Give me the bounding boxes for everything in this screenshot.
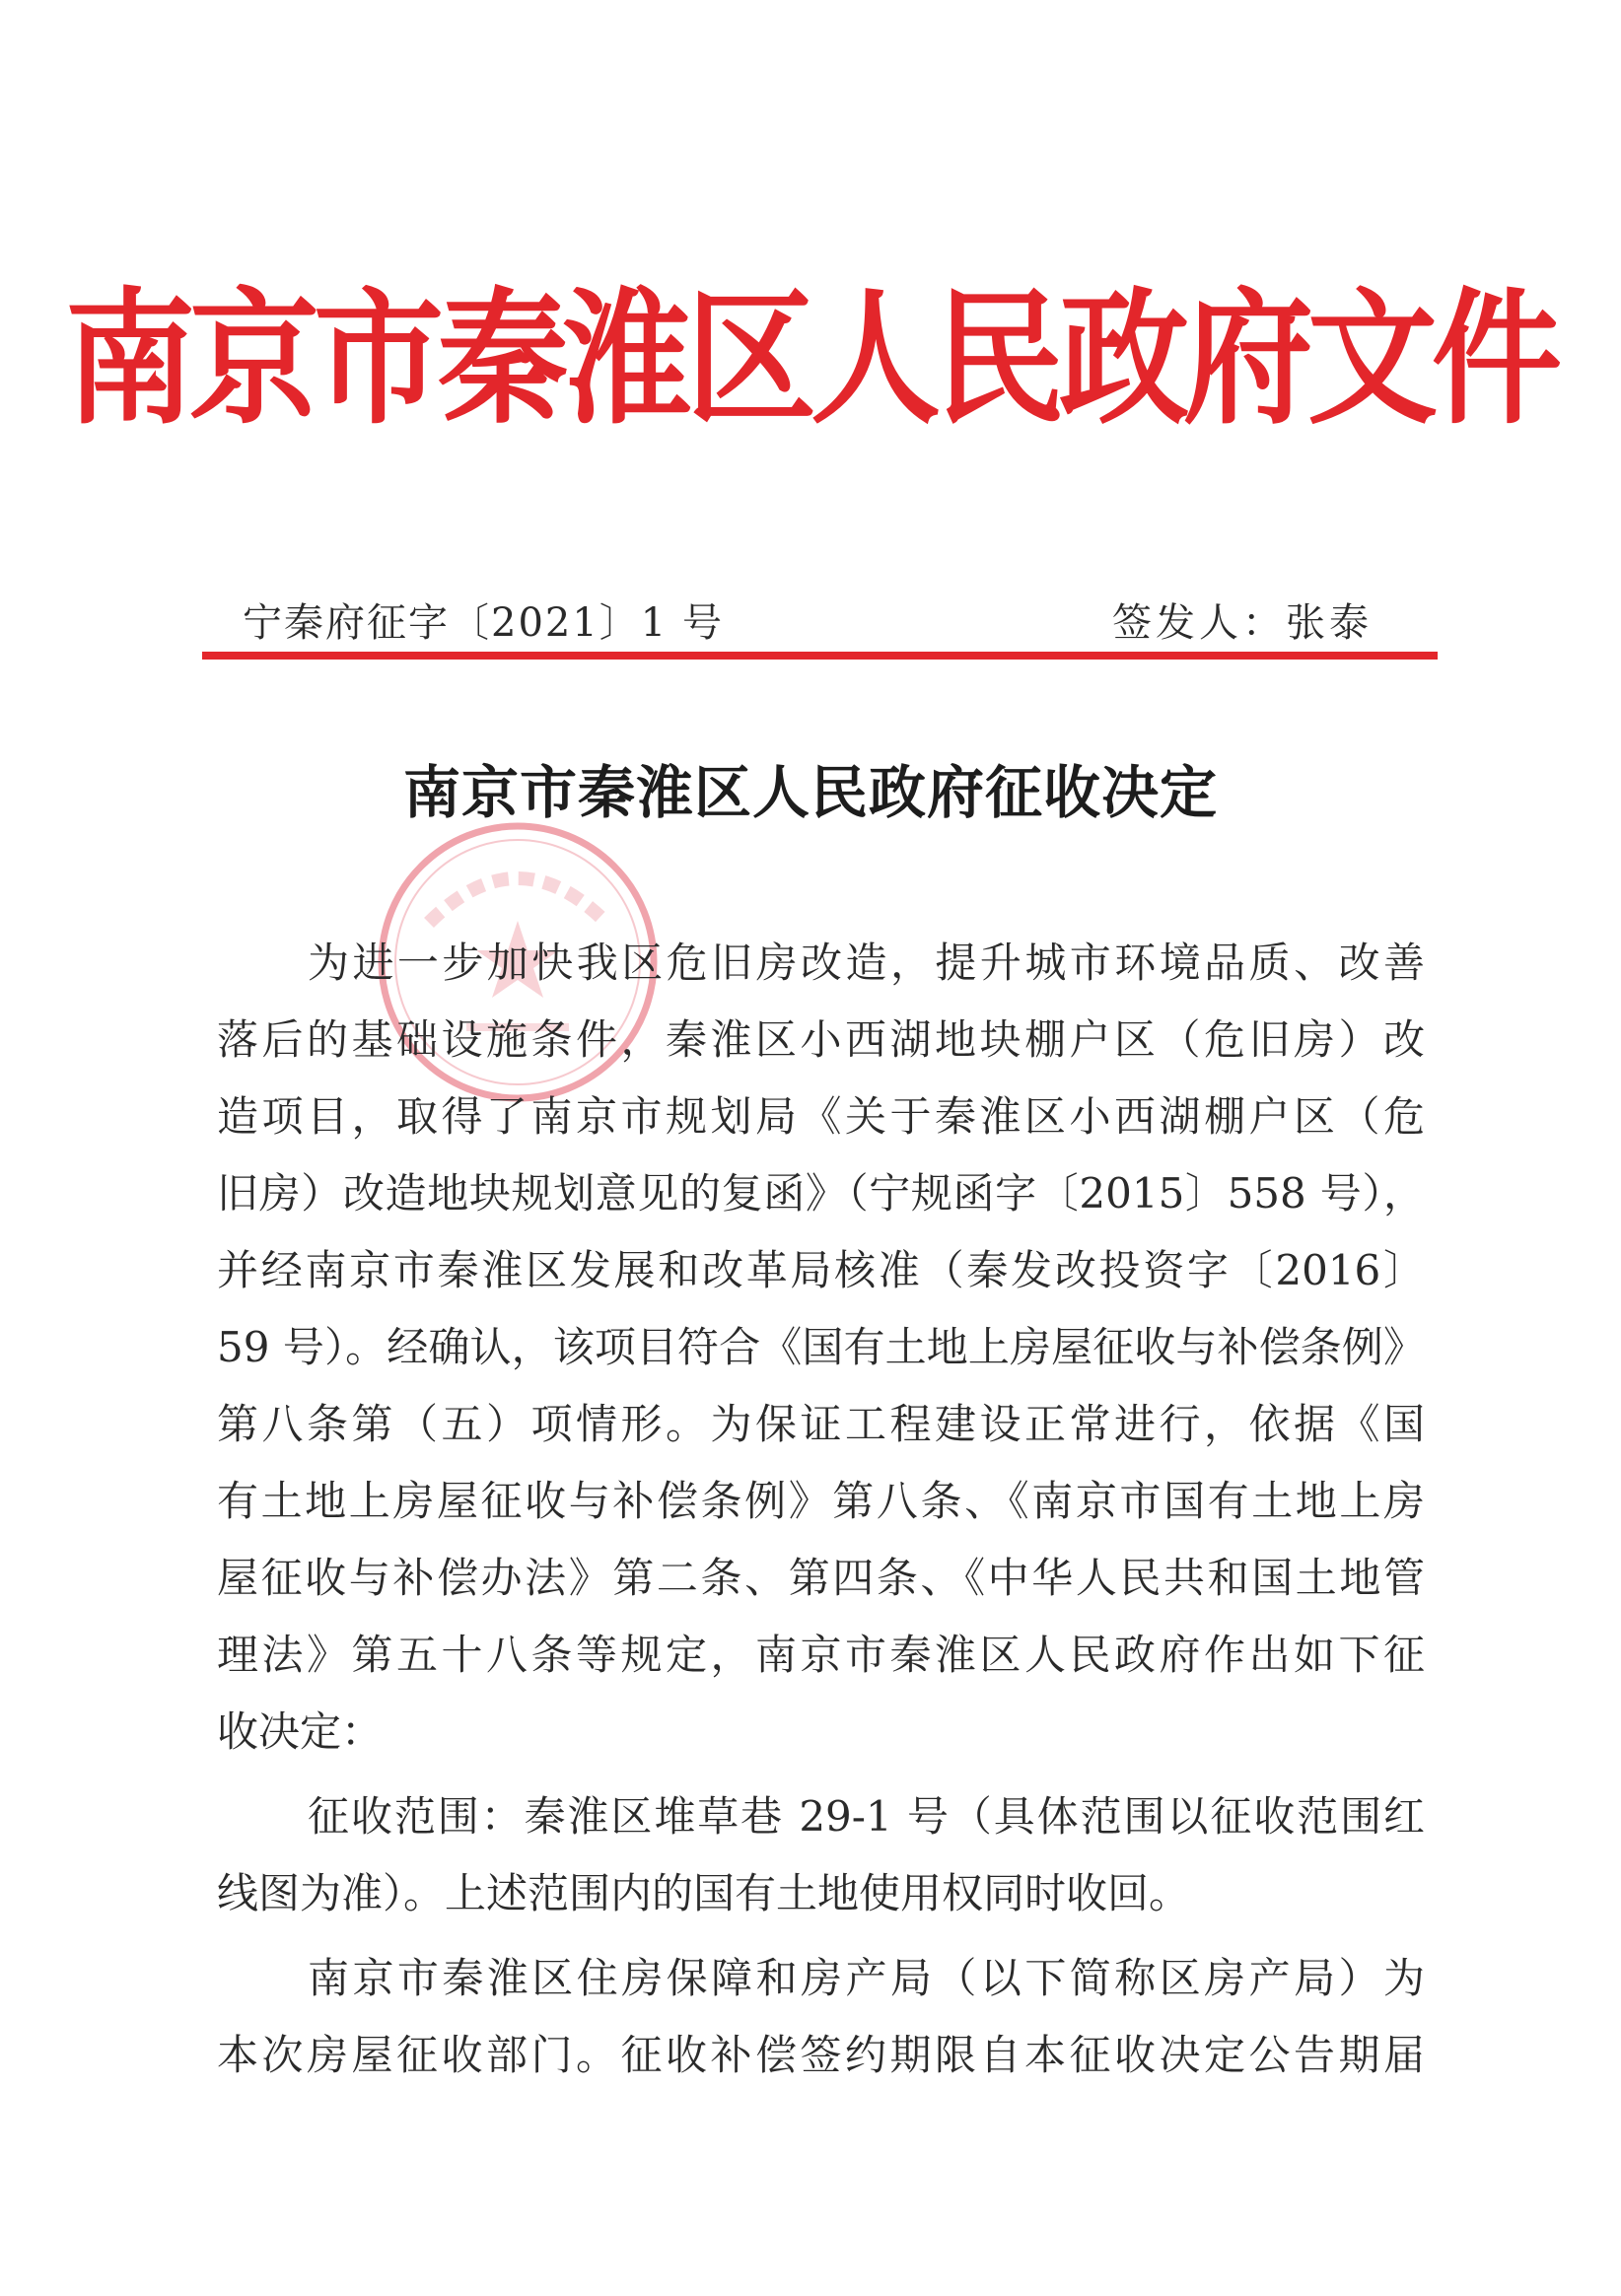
paragraph-line: 本次房屋征收部门。征收补偿签约期限自本征收决定公告期届 [217,2031,1425,2079]
paragraph-line: 第八条第（五）项情形。为保证工程建设正常进行，依据《国 [217,1400,1425,1448]
paragraph-line: 有土地上房屋征收与补偿条例》第八条、《南京市国有土地上房 [217,1477,1425,1525]
document-masthead: 南京市秦淮区人民政府文件 [65,274,1556,446]
paragraph-line: 收决定： [217,1707,384,1756]
document-number: 宁秦府征字〔2021〕1 号 [243,600,724,646]
paragraph-line: 落后的基础设施条件，秦淮区小西湖地块棚户区（危旧房）改 [217,1015,1425,1064]
paragraph-line: 线图为准）。上述范围内的国有土地使用权同时收回。 [217,1869,1191,1917]
paragraph-line: 59 号）。经确认，该项目符合《国有土地上房屋征收与补偿条例》 [217,1323,1425,1371]
paragraph-line: 屋征收与补偿办法》第二条、第四条、《中华人民共和国土地管 [217,1554,1425,1602]
paragraph-line: 征收范围：秦淮区堆草巷 29-1 号（具体范围以征收范围红 [308,1792,1425,1841]
decision-body [217,925,1425,2094]
red-divider-line [202,652,1438,660]
paragraph-line: 为进一步加快我区危旧房改造，提升城市环境品质、改善 [308,939,1425,987]
paragraph-line: 造项目，取得了南京市规划局《关于秦淮区小西湖棚户区（危 [217,1092,1425,1141]
signer: 签发人：张泰 [1112,600,1373,646]
paragraph-line: 并经南京市秦淮区发展和改革局核准（秦发改投资字〔2016〕 [217,1246,1425,1294]
decision-title: 南京市秦淮区人民政府征收决定 [402,759,1218,826]
paragraph-line: 南京市秦淮区住房保障和房产局（以下简称区房产局）为 [308,1954,1425,2002]
paragraph-line: 旧房）改造地块规划意见的复函》（宁规函字〔2015〕558 号）， [217,1169,1425,1218]
paragraph-line: 理法》第五十八条等规定，南京市秦淮区人民政府作出如下征 [217,1631,1425,1679]
